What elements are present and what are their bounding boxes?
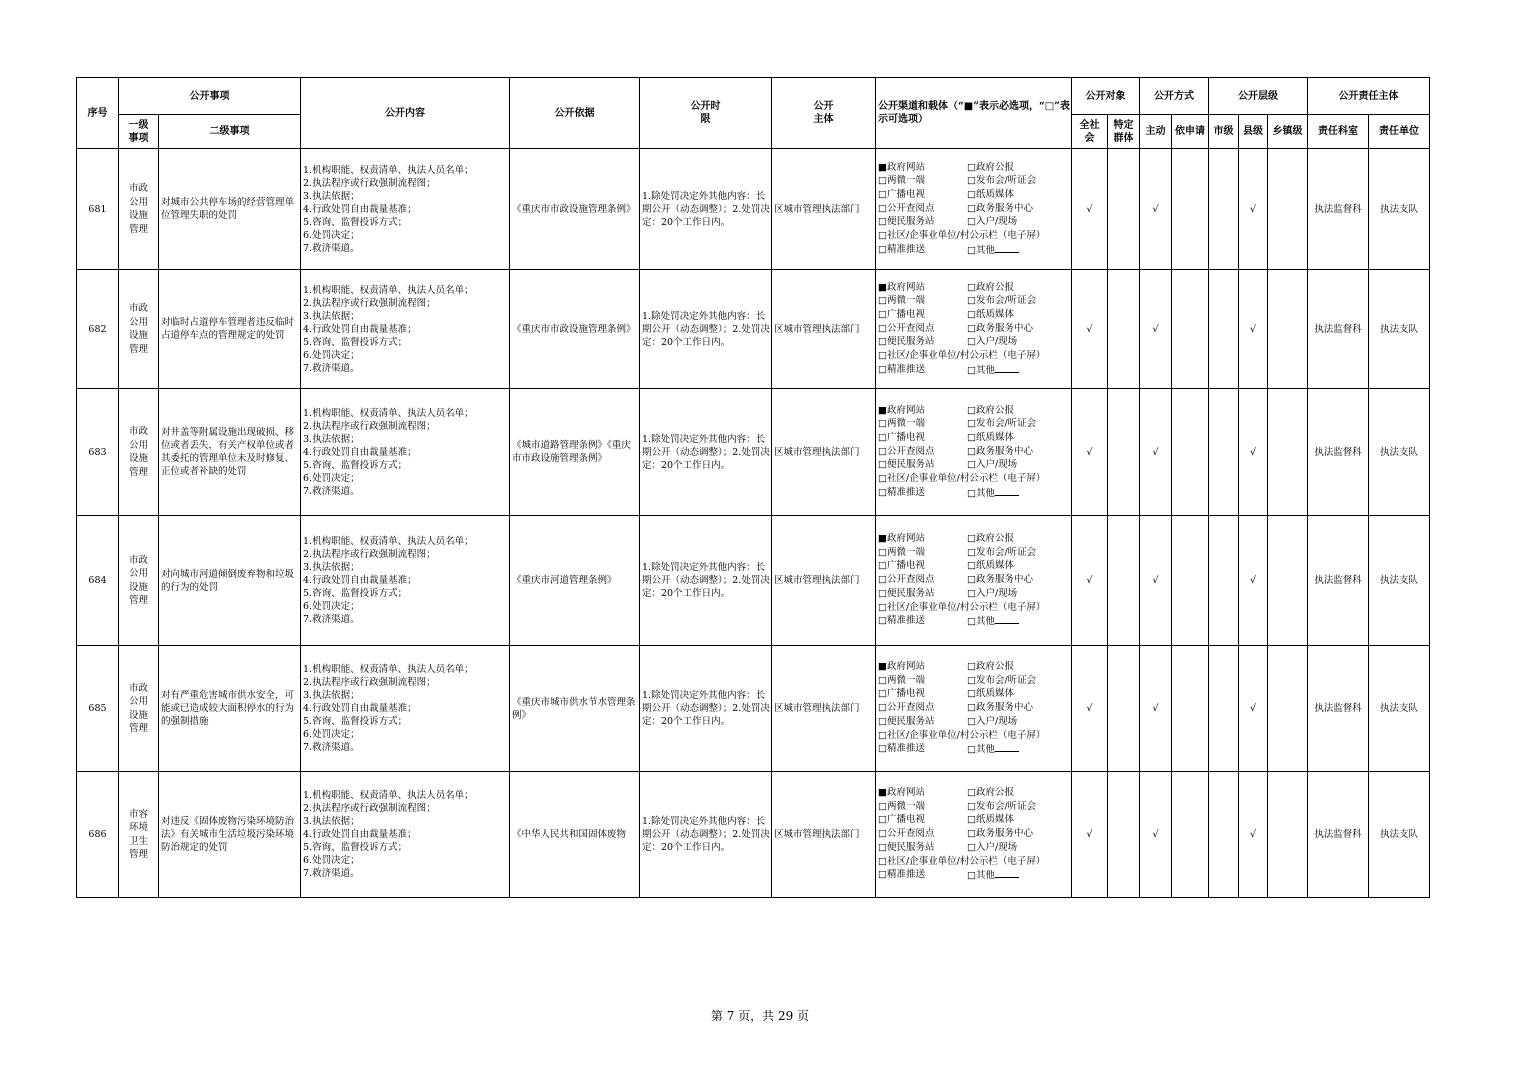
- row-subject: 区城市管理执法部门: [772, 270, 876, 389]
- row-level-town: [1268, 270, 1308, 389]
- content-line: 1.机构职能、权责清单、执法人员名单；: [303, 790, 474, 801]
- channel-option: □社区/企事业单位/村公示栏（电子屏）: [878, 729, 1046, 741]
- header-method-active: 主动: [1140, 115, 1172, 149]
- channel-option: □政府公报: [967, 533, 1014, 545]
- blank-line: [995, 614, 1019, 624]
- row-basis: 《重庆市河道管理条例》: [510, 516, 640, 646]
- channel-option: □政务服务中心: [967, 702, 1033, 714]
- channel-option: □入户/现场: [967, 841, 1018, 853]
- channel-option: □社区/企事业单位/村公示栏（电子屏）: [878, 350, 1046, 362]
- content-line: 4.行政处罚自由裁量基准；: [303, 575, 417, 586]
- row-level-city: [1209, 646, 1239, 772]
- channel-option-other: □其他: [967, 486, 1067, 501]
- channel-option: □纸质媒体: [967, 188, 1014, 200]
- content-line: 7.救济渠道。: [303, 614, 360, 625]
- header-resp-office: 责任科室: [1308, 115, 1369, 149]
- channel-option: ■政府网站: [878, 533, 925, 545]
- row-level-city: [1209, 270, 1239, 389]
- row-level1: 市政公用设施管理: [119, 389, 159, 516]
- header-target-specific: 特定群体: [1108, 115, 1140, 149]
- row-channels: [876, 516, 1072, 646]
- channel-option: □入户/现场: [967, 715, 1018, 727]
- table-row: [77, 149, 1430, 270]
- content-line: 6.处罚决定；: [303, 855, 360, 866]
- channel-option: □便民服务站: [878, 715, 935, 727]
- row-level-city: [1209, 772, 1239, 898]
- channel-option: □广播电视: [878, 308, 925, 320]
- content-line: 3.执法依据；: [303, 562, 360, 573]
- channel-option: □便民服务站: [878, 459, 935, 471]
- header-items: 公开事项: [119, 78, 301, 115]
- header-channels: 公开渠道和载体（“■”表示必选项，“□”表示可选项）: [876, 78, 1072, 149]
- blank-line: [995, 243, 1019, 253]
- channel-option: □精准推送: [878, 615, 925, 627]
- disclosure-table: [76, 77, 1430, 898]
- channel-option: □发布会/听证会: [967, 175, 1037, 187]
- content-line: 5.咨询、监督投诉方式；: [303, 716, 408, 727]
- channel-option: □入户/现场: [967, 587, 1018, 599]
- row-method-request: [1172, 516, 1209, 646]
- table-row: [77, 389, 1430, 516]
- row-target-specific: [1108, 646, 1140, 772]
- row-content: [301, 389, 510, 516]
- channel-option: □两微一端: [878, 418, 925, 430]
- header-content: 公开内容: [301, 78, 510, 149]
- channel-option: □便民服务站: [878, 587, 935, 599]
- channel-option: □公开查阅点: [878, 202, 935, 214]
- row-subject: 区城市管理执法部门: [772, 389, 876, 516]
- header-resp-unit: 责任单位: [1369, 115, 1430, 149]
- channel-option: ■政府网站: [878, 404, 925, 416]
- channel-option: □两微一端: [878, 674, 925, 686]
- content-line: 3.执法依据；: [303, 190, 360, 202]
- row-level-county-check: √: [1239, 772, 1268, 898]
- header-level-city: 市级: [1209, 115, 1239, 149]
- table-row: [77, 270, 1430, 389]
- content-line: 2.执法程序或行政强制流程图；: [303, 549, 436, 560]
- channel-option-other: □其他: [967, 363, 1067, 378]
- content-line: 2.执法程序或行政强制流程图；: [303, 297, 436, 309]
- channel-option: □政务服务中心: [967, 445, 1033, 457]
- channel-option: □公开查阅点: [878, 828, 935, 840]
- channel-option: □纸质媒体: [967, 560, 1014, 572]
- content-line: 2.执法程序或行政强制流程图；: [303, 803, 436, 814]
- channel-option: □两微一端: [878, 175, 925, 187]
- content-line: 6.处罚决定；: [303, 349, 360, 361]
- channel-option: □社区/企事业单位/村公示栏（电子屏）: [878, 473, 1046, 485]
- channel-option: □政府公报: [967, 161, 1014, 173]
- content-line: 3.执法依据；: [303, 690, 360, 701]
- channel-option: □纸质媒体: [967, 814, 1014, 826]
- row-level2: 对向城市河道倾倒废弃物和垃圾的行为的处罚: [159, 516, 301, 646]
- row-seq: 685: [77, 646, 119, 772]
- channel-option: □公开查阅点: [878, 574, 935, 586]
- row-level2: 对违反《固体废物污染环境防治法》有关城市生活垃圾污染环境防治规定的处罚: [159, 772, 301, 898]
- header-seq: 序号: [77, 78, 119, 149]
- row-channels: [876, 270, 1072, 389]
- row-target-specific: [1108, 389, 1140, 516]
- row-subject: 区城市管理执法部门: [772, 149, 876, 270]
- row-basis: 《中华人民共和国固体废物: [510, 772, 640, 898]
- row-content: [301, 270, 510, 389]
- row-subject: 区城市管理执法部门: [772, 646, 876, 772]
- content-line: 4.行政处罚自由裁量基准；: [303, 446, 417, 458]
- content-line: 3.执法依据；: [303, 816, 360, 827]
- channel-option: □广播电视: [878, 188, 925, 200]
- blank-line: [995, 868, 1019, 878]
- content-line: 2.执法程序或行政强制流程图；: [303, 420, 436, 432]
- row-content: [301, 516, 510, 646]
- header-resp: 公开责任主体: [1308, 78, 1430, 115]
- channel-option: □纸质媒体: [967, 431, 1014, 443]
- row-resp-office: 执法监督科: [1308, 772, 1369, 898]
- channel-option: □两微一端: [878, 800, 925, 812]
- header-level-town: 乡镇级: [1268, 115, 1308, 149]
- channel-option: □广播电视: [878, 688, 925, 700]
- row-method-active-check: √: [1140, 270, 1172, 389]
- channel-option: □广播电视: [878, 431, 925, 443]
- row-level-county-check: √: [1239, 149, 1268, 270]
- row-seq: 683: [77, 389, 119, 516]
- row-target-all-check: √: [1072, 516, 1108, 646]
- channel-option: □政务服务中心: [967, 574, 1033, 586]
- row-target-all-check: √: [1072, 389, 1108, 516]
- table-body: [77, 149, 1430, 898]
- channel-option: □公开查阅点: [878, 702, 935, 714]
- row-content: [301, 646, 510, 772]
- content-line: 6.处罚决定；: [303, 472, 360, 484]
- header-method-request: 依申请: [1172, 115, 1209, 149]
- channel-option: □精准推送: [878, 243, 925, 255]
- channel-option: □纸质媒体: [967, 688, 1014, 700]
- content-line: 4.行政处罚自由裁量基准；: [303, 203, 417, 215]
- row-channels: [876, 772, 1072, 898]
- channel-option: □便民服务站: [878, 336, 935, 348]
- row-resp-office: 执法监督科: [1308, 389, 1369, 516]
- channel-option: □广播电视: [878, 560, 925, 572]
- row-level1: 市政公用设施管理: [119, 646, 159, 772]
- row-level-city: [1209, 516, 1239, 646]
- row-level-town: [1268, 149, 1308, 270]
- channel-option: □精准推送: [878, 363, 925, 375]
- row-target-specific: [1108, 516, 1140, 646]
- table-row: [77, 772, 1430, 898]
- row-resp-unit: 执法支队: [1369, 389, 1430, 516]
- row-seq: 686: [77, 772, 119, 898]
- header-time-limit: 公开时限: [640, 78, 772, 149]
- row-method-active-check: √: [1140, 516, 1172, 646]
- row-resp-office: 执法监督科: [1308, 646, 1369, 772]
- content-line: 2.执法程序或行政强制流程图；: [303, 177, 436, 189]
- row-level1: 市容环境卫生管理: [119, 772, 159, 898]
- content-line: 1.机构职能、权责清单、执法人员名单；: [303, 407, 474, 419]
- page-footer: 第 7 页，共 29 页: [710, 1009, 810, 1023]
- channel-option: □政务服务中心: [967, 202, 1033, 214]
- channel-option: □社区/企事业单位/村公示栏（电子屏）: [878, 855, 1046, 867]
- row-level2: 对有严重危害城市供水安全，可能或已造成较大面积停水的行为的强制措施: [159, 646, 301, 772]
- channel-option: □社区/企事业单位/村公示栏（电子屏）: [878, 601, 1046, 613]
- row-method-active-check: √: [1140, 646, 1172, 772]
- channel-option-other: □其他: [967, 614, 1067, 629]
- channel-option: □政府公报: [967, 281, 1014, 293]
- channel-option: □发布会/听证会: [967, 295, 1037, 307]
- row-level-town: [1268, 389, 1308, 516]
- channel-option: □精准推送: [878, 869, 925, 881]
- row-time-limit: 1.除处罚决定外其他内容：长期公开（动态调整）；2.处罚决定：20个工作日内。: [640, 646, 772, 772]
- channel-option: ■政府网站: [878, 281, 925, 293]
- content-line: 7.救济渠道。: [303, 485, 360, 497]
- row-level-city: [1209, 149, 1239, 270]
- row-channels: [876, 149, 1072, 270]
- row-resp-office: 执法监督科: [1308, 270, 1369, 389]
- row-method-request: [1172, 772, 1209, 898]
- content-line: 5.咨询、监督投诉方式；: [303, 459, 408, 471]
- content-line: 6.处罚决定；: [303, 729, 360, 740]
- row-content: [301, 149, 510, 270]
- channel-option: □精准推送: [878, 743, 925, 755]
- row-resp-unit: 执法支队: [1369, 149, 1430, 270]
- row-level2: 对城市公共停车场的经营管理单位管理失职的处罚: [159, 149, 301, 270]
- content-line: 4.行政处罚自由裁量基准；: [303, 829, 417, 840]
- content-line: 7.救济渠道。: [303, 242, 360, 254]
- row-subject: 区城市管理执法部门: [772, 772, 876, 898]
- row-level-town: [1268, 516, 1308, 646]
- row-level1: 市政公用设施管理: [119, 149, 159, 270]
- content-line: 1.机构职能、权责清单、执法人员名单；: [303, 164, 474, 176]
- channel-option: □精准推送: [878, 486, 925, 498]
- row-seq: 684: [77, 516, 119, 646]
- channel-option: □纸质媒体: [967, 308, 1014, 320]
- channel-option: □两微一端: [878, 546, 925, 558]
- content-line: 2.执法程序或行政强制流程图；: [303, 677, 436, 688]
- content-line: 6.处罚决定；: [303, 601, 360, 612]
- channel-option: □便民服务站: [878, 216, 935, 228]
- channel-option: ■政府网站: [878, 161, 925, 173]
- row-level-town: [1268, 772, 1308, 898]
- header-basis: 公开依据: [510, 78, 640, 149]
- channel-option-other: □其他: [967, 742, 1067, 757]
- row-time-limit: 1.除处罚决定外其他内容：长期公开（动态调整）；2.处罚决定：20个工作日内。: [640, 516, 772, 646]
- row-time-limit: 1.除处罚决定外其他内容：长期公开（动态调整）；2.处罚决定：20个工作日内。: [640, 149, 772, 270]
- blank-line: [995, 486, 1019, 496]
- row-resp-unit: 执法支队: [1369, 772, 1430, 898]
- row-level-city: [1209, 389, 1239, 516]
- blank-line: [995, 742, 1019, 752]
- content-line: 7.救济渠道。: [303, 362, 360, 374]
- channel-option: □入户/现场: [967, 336, 1018, 348]
- row-resp-office: 执法监督科: [1308, 516, 1369, 646]
- content-line: 7.救济渠道。: [303, 868, 360, 879]
- header-level1: 一级事项: [119, 115, 159, 149]
- row-target-specific: [1108, 772, 1140, 898]
- channel-option: □政务服务中心: [967, 322, 1033, 334]
- row-level-town: [1268, 646, 1308, 772]
- row-target-all-check: √: [1072, 646, 1108, 772]
- row-method-request: [1172, 270, 1209, 389]
- channel-option: □便民服务站: [878, 841, 935, 853]
- row-target-specific: [1108, 149, 1140, 270]
- content-line: 6.处罚决定；: [303, 229, 360, 241]
- table-row: [77, 516, 1430, 646]
- header-target: 公开对象: [1072, 78, 1140, 115]
- row-target-all-check: √: [1072, 149, 1108, 270]
- row-channels: [876, 646, 1072, 772]
- content-line: 1.机构职能、权责清单、执法人员名单；: [303, 664, 474, 675]
- content-line: 5.咨询、监督投诉方式；: [303, 216, 408, 228]
- table-row: [77, 646, 1430, 772]
- row-method-active-check: √: [1140, 389, 1172, 516]
- header-subject: 公开主体: [772, 78, 876, 149]
- row-level1: 市政公用设施管理: [119, 516, 159, 646]
- row-basis: 《重庆市市政设施管理条例》: [510, 270, 640, 389]
- row-level2: 对井盖等附属设施出现破损、移位或者丢失，有关产权单位或者其委托的管理单位未及时修复、正位或者补缺的处罚: [159, 389, 301, 516]
- channel-option: □公开查阅点: [878, 445, 935, 457]
- row-content: [301, 772, 510, 898]
- header-level-county: 县级: [1239, 115, 1268, 149]
- channel-option: □政府公报: [967, 404, 1014, 416]
- row-level-county-check: √: [1239, 270, 1268, 389]
- row-method-request: [1172, 149, 1209, 270]
- content-line: 4.行政处罚自由裁量基准；: [303, 703, 417, 714]
- row-basis: 《重庆市城市供水节水管理条例》: [510, 646, 640, 772]
- row-seq: 682: [77, 270, 119, 389]
- channel-option: □两微一端: [878, 295, 925, 307]
- header-target-all: 全社会: [1072, 115, 1108, 149]
- row-time-limit: 1.除处罚决定外其他内容：长期公开（动态调整）；2.处罚决定：20个工作日内。: [640, 772, 772, 898]
- channel-option: □政务服务中心: [967, 828, 1033, 840]
- row-target-specific: [1108, 270, 1140, 389]
- row-resp-unit: 执法支队: [1369, 516, 1430, 646]
- row-basis: 《重庆市市政设施管理条例》: [510, 149, 640, 270]
- row-method-request: [1172, 646, 1209, 772]
- channel-option: □政府公报: [967, 661, 1014, 673]
- row-resp-unit: 执法支队: [1369, 646, 1430, 772]
- channel-option: □入户/现场: [967, 216, 1018, 228]
- row-resp-office: 执法监督科: [1308, 149, 1369, 270]
- blank-line: [995, 363, 1019, 373]
- channel-option-other: □其他: [967, 868, 1067, 883]
- content-line: 1.机构职能、权责清单、执法人员名单；: [303, 284, 474, 296]
- row-target-all-check: √: [1072, 270, 1108, 389]
- channel-option: □政府公报: [967, 787, 1014, 799]
- row-channels: [876, 389, 1072, 516]
- row-level-county-check: √: [1239, 389, 1268, 516]
- content-line: 5.咨询、监督投诉方式；: [303, 336, 408, 348]
- channel-option: □发布会/听证会: [967, 418, 1037, 430]
- row-level-county-check: √: [1239, 516, 1268, 646]
- channel-option-other: □其他: [967, 243, 1067, 258]
- row-basis: 《城市道路管理条例》《重庆市市政设施管理条例》: [510, 389, 640, 516]
- row-time-limit: 1.除处罚决定外其他内容：长期公开（动态调整）；2.处罚决定：20个工作日内。: [640, 270, 772, 389]
- row-method-active-check: √: [1140, 149, 1172, 270]
- row-resp-unit: 执法支队: [1369, 270, 1430, 389]
- channel-option: ■政府网站: [878, 787, 925, 799]
- channel-option: □公开查阅点: [878, 322, 935, 334]
- header-level: 公开层级: [1209, 78, 1308, 115]
- header-method: 公开方式: [1140, 78, 1209, 115]
- row-target-all-check: √: [1072, 772, 1108, 898]
- row-time-limit: 1.除处罚决定外其他内容：长期公开（动态调整）；2.处罚决定：20个工作日内。: [640, 389, 772, 516]
- row-seq: 681: [77, 149, 119, 270]
- row-level-county-check: √: [1239, 646, 1268, 772]
- channel-option: ■政府网站: [878, 661, 925, 673]
- header-level2: 二级事项: [159, 115, 301, 149]
- channel-option: □社区/企事业单位/村公示栏（电子屏）: [878, 230, 1046, 242]
- content-line: 4.行政处罚自由裁量基准；: [303, 323, 417, 335]
- channel-option: □发布会/听证会: [967, 674, 1037, 686]
- channel-option: □广播电视: [878, 814, 925, 826]
- content-line: 3.执法依据；: [303, 310, 360, 322]
- channel-option: □入户/现场: [967, 459, 1018, 471]
- content-line: 3.执法依据；: [303, 433, 360, 445]
- row-subject: 区城市管理执法部门: [772, 516, 876, 646]
- row-level2: 对临时占道停车管理者违反临时占道停车点的管理规定的处罚: [159, 270, 301, 389]
- content-line: 7.救济渠道。: [303, 742, 360, 753]
- content-line: 5.咨询、监督投诉方式；: [303, 842, 408, 853]
- content-line: 1.机构职能、权责清单、执法人员名单；: [303, 536, 474, 547]
- channel-option: □发布会/听证会: [967, 546, 1037, 558]
- row-level1: 市政公用设施管理: [119, 270, 159, 389]
- row-method-active-check: √: [1140, 772, 1172, 898]
- channel-option: □发布会/听证会: [967, 800, 1037, 812]
- row-method-request: [1172, 389, 1209, 516]
- content-line: 5.咨询、监督投诉方式；: [303, 588, 408, 599]
